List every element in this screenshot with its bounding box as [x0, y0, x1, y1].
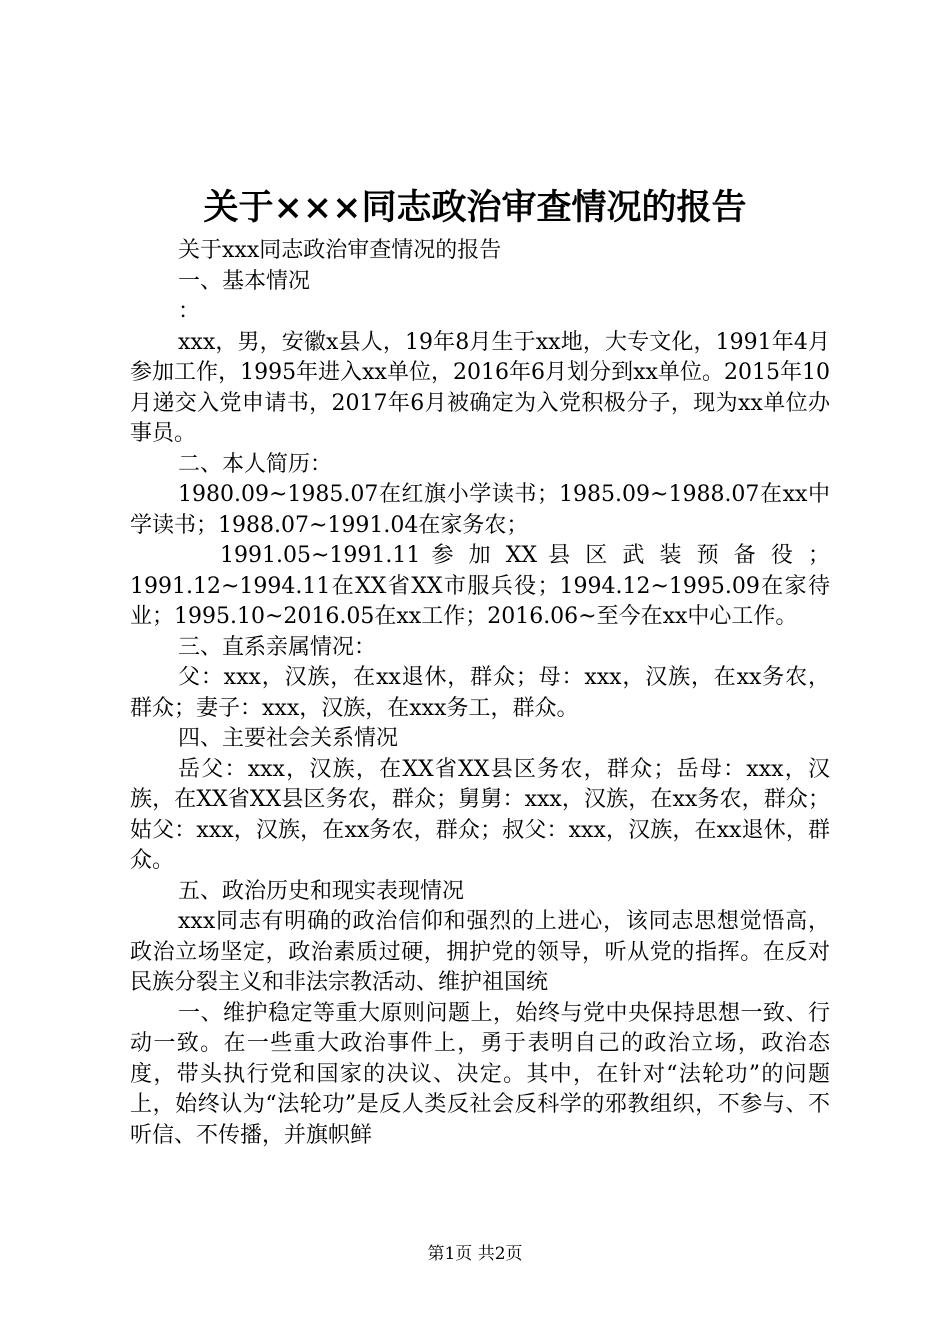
document-title: 关于×××同志政治审查情况的报告	[203, 187, 747, 228]
section-heading-basic-info: 一、基本情况	[178, 268, 311, 294]
document-body	[130, 236, 830, 1151]
section-heading-family: 三、直系亲属情况：	[178, 634, 377, 660]
resume-paragraph-2: 1991.05~1991.11 参 加 XX 县 区 武 装 预 备 役 ；1991.12~1994.11在XX省XX市服兵役；1994.12~1995.09在家待业；1995.10~2016.05在xx工作；2016.06~至今在xx中心工作。	[130, 543, 830, 629]
colon-line: ：	[178, 299, 201, 324]
political-paragraph-1: xxx同志有明确的政治信仰和强烈的上进心，该同志思想觉悟高，政治立场坚定，政治素质过硬，拥护党的领导，听从党的指挥。在反对民族分裂主义和非法宗教活动、维护祖国统	[130, 909, 830, 995]
family-paragraph: 父：xxx，汉族，在xx退休，群众；母：xxx，汉族，在xx务农，群众；妻子：xxx，汉族，在xxx务工，群众。	[130, 665, 830, 721]
political-paragraph-2: 一、维护稳定等重大原则问题上，始终与党中央保持思想一致、行动一致。在一些重大政治事件上，勇于表明自己的政治立场，政治态度，带头执行党和国家的决议、决定。其中，在针对“法轮功”的问题上，始终认为“法轮功”是反人类反社会反科学的邪教组织，不参与、不听信、不传播，并旗帜鲜	[130, 1000, 830, 1148]
resume-paragraph-1: 1980.09~1985.07在红旗小学读书；1985.09~1988.07在xx中学读书；1988.07~1991.04在家务农；	[130, 482, 830, 538]
section-heading-social: 四、主要社会关系情况	[178, 726, 399, 751]
subtitle-paragraph: 关于xxx同志政治审查情况的报告	[178, 238, 502, 263]
section-heading-political: 五、政治历史和现实表现情况	[178, 878, 465, 904]
basic-info-paragraph: xxx，男，安徽x县人，19年8月生于xx地，大专文化，1991年4月参加工作，1995年进入xx单位，2016年6月划分到xx单位。2015年10月递交入党申请书，2017年6月被确定为入党积极分子，现为xx单位办事员。	[130, 329, 830, 446]
section-heading-resume: 二、本人简历：	[178, 451, 333, 477]
page-footer: 第1页 共2页	[427, 1244, 523, 1264]
social-paragraph: 岳父：xxx，汉族，在XX省XX县区务农，群众；岳母：xxx，汉族，在XX省XX县区务农，群众；舅舅：xxx，汉族，在xx务农，群众；姑父：xxx，汉族，在xx务农，群众；叔父：xxx，汉族，在xx退休，群众。	[130, 756, 830, 873]
